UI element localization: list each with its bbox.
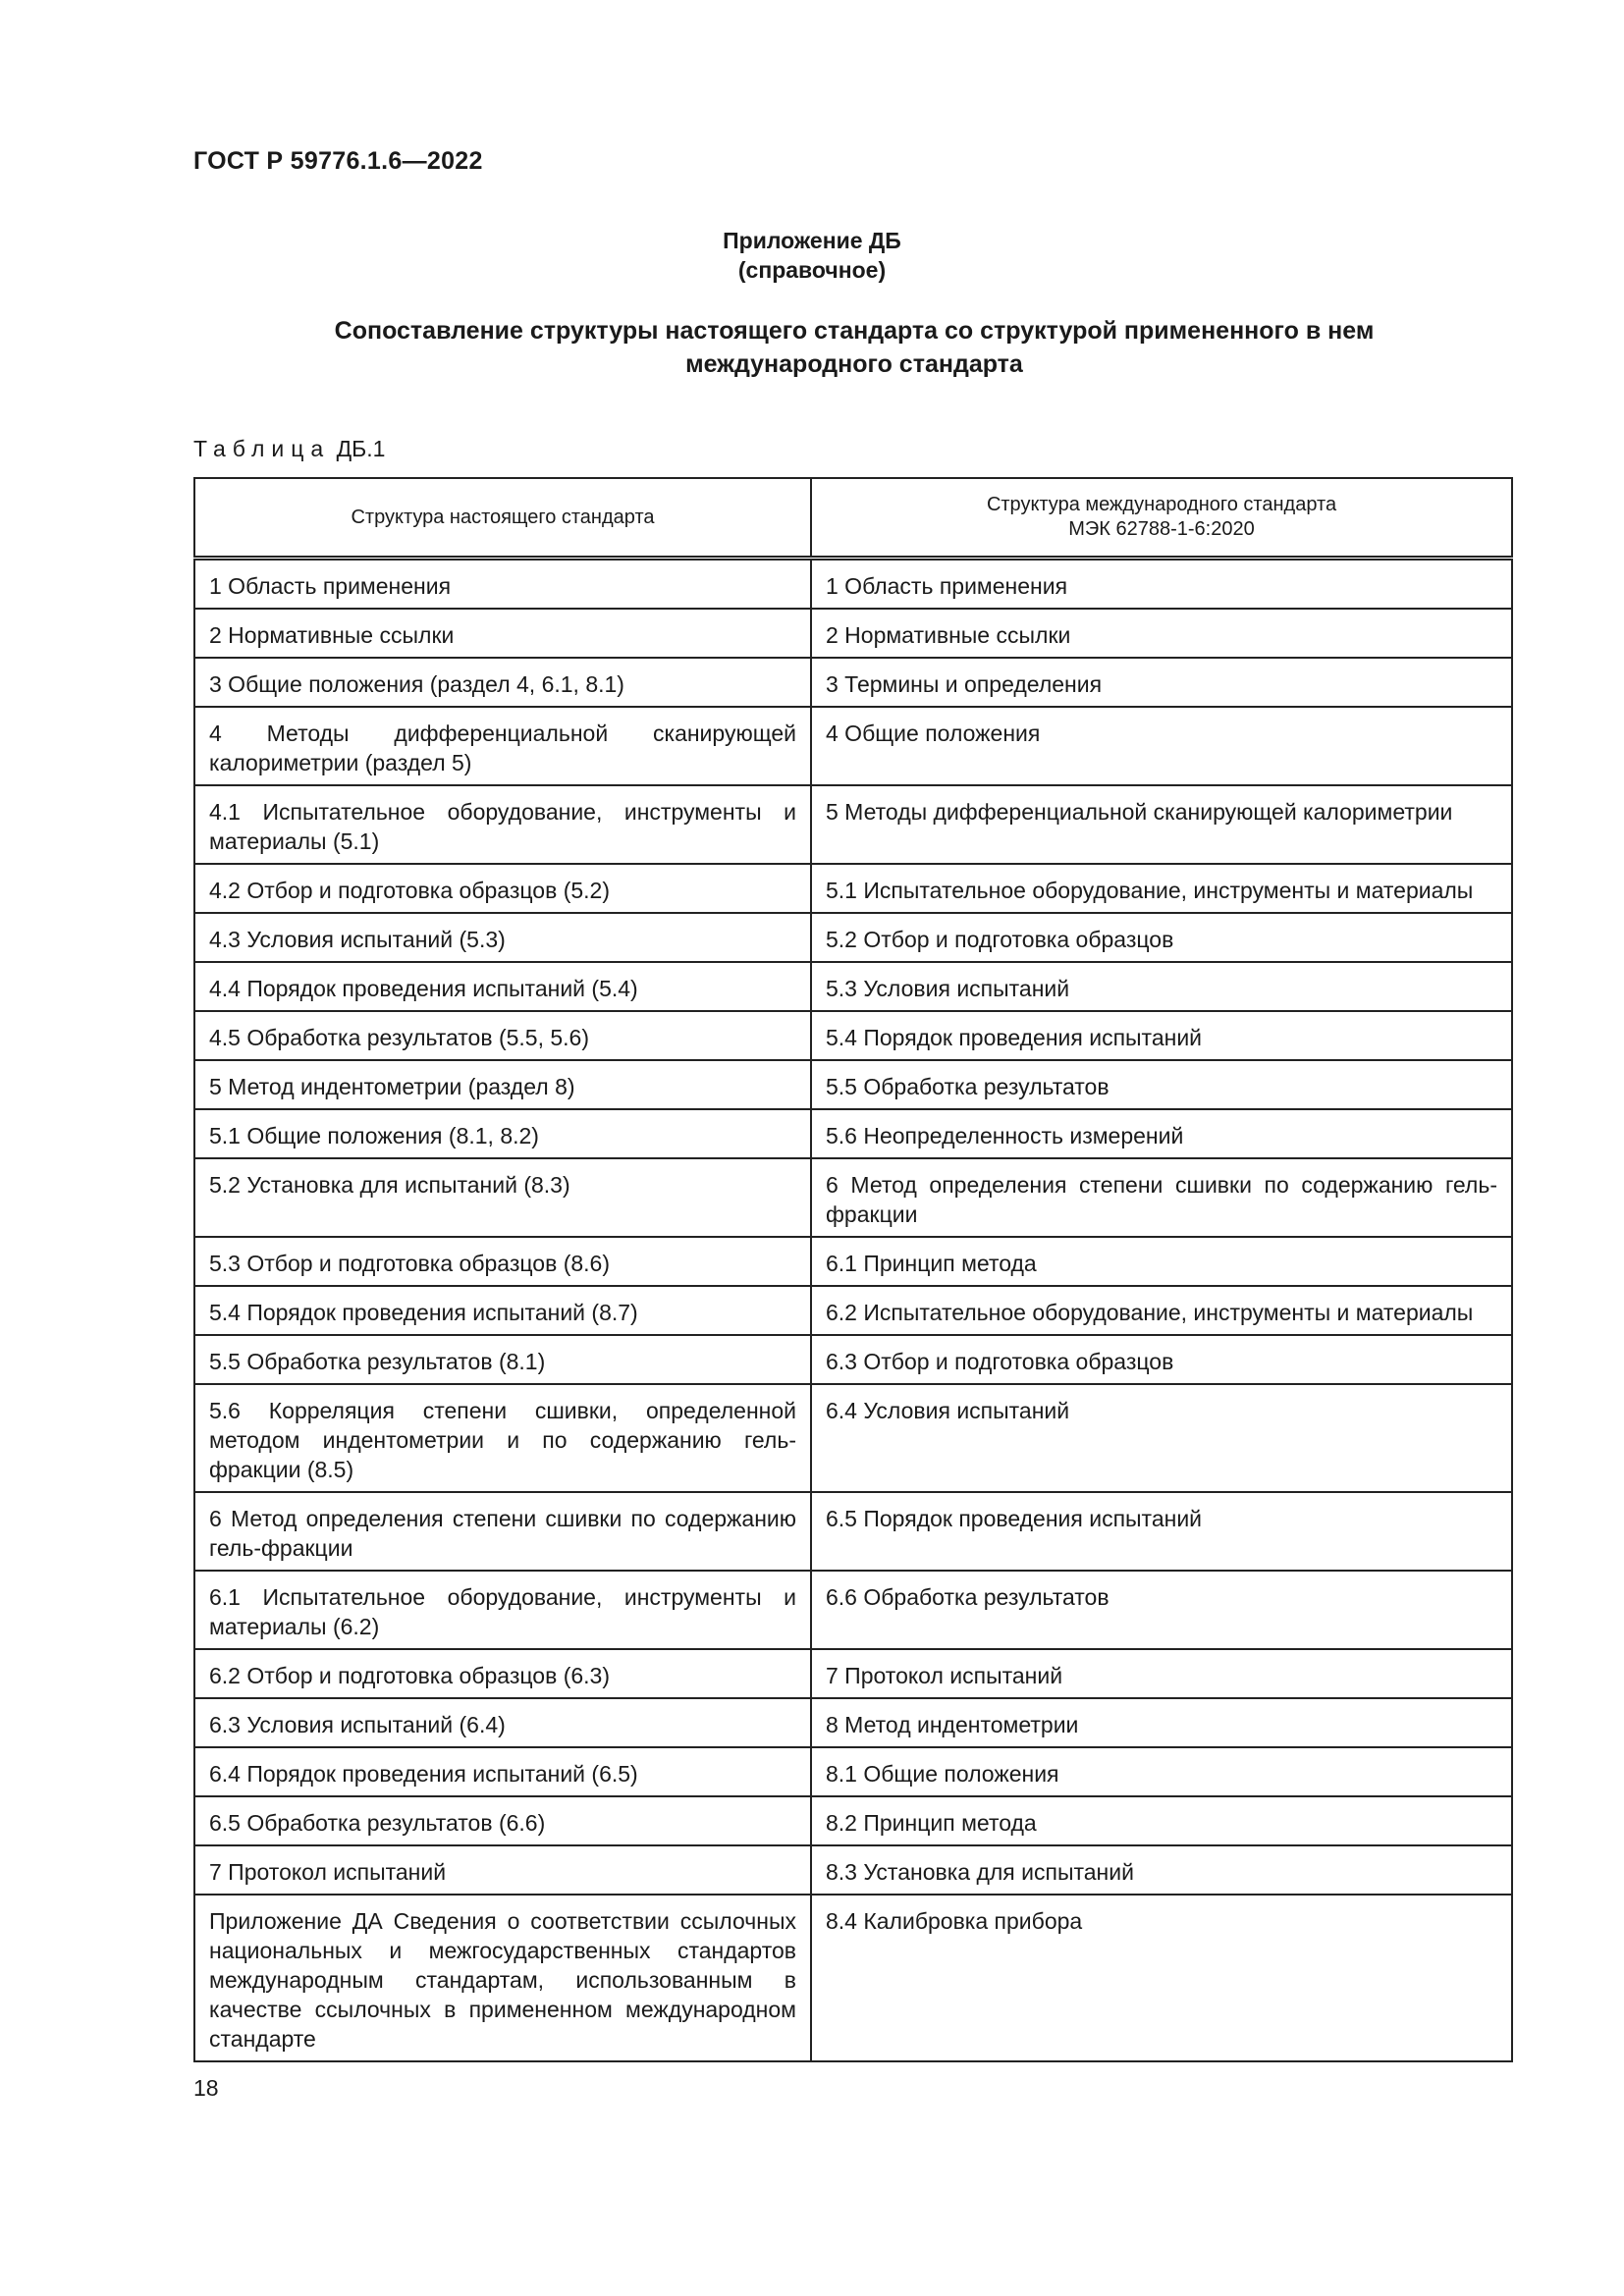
national-section-cell: 4.2 Отбор и подготовка образцов (5.2) bbox=[194, 864, 811, 913]
annex-label: Приложение ДБ bbox=[723, 228, 901, 253]
table-row bbox=[194, 1060, 1512, 1109]
table-header-row bbox=[194, 478, 1512, 559]
table-row bbox=[194, 559, 1512, 610]
table-row bbox=[194, 609, 1512, 658]
international-section-cell: 6 Метод определения степени сшивки по содержанию гель-фракции bbox=[811, 1158, 1512, 1237]
annex-heading bbox=[0, 226, 1624, 285]
national-section-cell: 6.3 Условия испытаний (6.4) bbox=[194, 1698, 811, 1747]
table-caption-word: Таблица bbox=[193, 436, 331, 461]
table-row bbox=[194, 1492, 1512, 1571]
national-section-cell: 7 Протокол испытаний bbox=[194, 1845, 811, 1895]
international-section-cell: 8 Метод индентометрии bbox=[811, 1698, 1512, 1747]
table-row bbox=[194, 1796, 1512, 1845]
table-row bbox=[194, 962, 1512, 1011]
national-section-cell: 6.4 Порядок проведения испытаний (6.5) bbox=[194, 1747, 811, 1796]
table-row bbox=[194, 1649, 1512, 1698]
national-section-cell: 3 Общие положения (раздел 4, 6.1, 8.1) bbox=[194, 658, 811, 707]
international-section-cell: 8.2 Принцип метода bbox=[811, 1796, 1512, 1845]
international-section-cell: 6.1 Принцип метода bbox=[811, 1237, 1512, 1286]
table-row bbox=[194, 864, 1512, 913]
table-caption bbox=[193, 436, 385, 462]
table-row bbox=[194, 1698, 1512, 1747]
international-section-cell: 2 Нормативные ссылки bbox=[811, 609, 1512, 658]
table-row bbox=[194, 785, 1512, 864]
annex-title bbox=[226, 314, 1483, 381]
annex-title-line-1: Сопоставление структуры настоящего стандарта со структурой примененного в нем bbox=[334, 317, 1375, 345]
international-section-cell: 5.4 Порядок проведения испытаний bbox=[811, 1011, 1512, 1060]
national-section-cell: 4.5 Обработка результатов (5.5, 5.6) bbox=[194, 1011, 811, 1060]
table-row bbox=[194, 1845, 1512, 1895]
international-section-cell: 5.3 Условия испытаний bbox=[811, 962, 1512, 1011]
international-section-cell: 5 Методы дифференциальной сканирующей калориметрии bbox=[811, 785, 1512, 864]
international-section-cell: 6.2 Испытательное оборудование, инструменты и материалы bbox=[811, 1286, 1512, 1335]
table-body bbox=[194, 559, 1512, 2062]
national-section-cell: 6.5 Обработка результатов (6.6) bbox=[194, 1796, 811, 1845]
table-row bbox=[194, 707, 1512, 785]
annex-title-line-2: международного стандарта bbox=[685, 350, 1023, 378]
header-international-line-1: Структура международного стандарта bbox=[986, 494, 1337, 515]
international-section-cell: 8.1 Общие положения bbox=[811, 1747, 1512, 1796]
page-number: 18 bbox=[193, 2075, 219, 2101]
national-section-cell: 6.1 Испытательное оборудование, инструменты и материалы (6.2) bbox=[194, 1571, 811, 1649]
national-section-cell: 4 Методы дифференциальной сканирующей калориметрии (раздел 5) bbox=[194, 707, 811, 785]
national-section-cell: 4.4 Порядок проведения испытаний (5.4) bbox=[194, 962, 811, 1011]
national-section-cell: 5.4 Порядок проведения испытаний (8.7) bbox=[194, 1286, 811, 1335]
table-row bbox=[194, 913, 1512, 962]
international-section-cell: 5.2 Отбор и подготовка образцов bbox=[811, 913, 1512, 962]
national-section-cell: 5.6 Корреляция степени сшивки, определенной методом индентометрии и по содержанию гель-фракции (8.5) bbox=[194, 1384, 811, 1492]
national-section-cell: 4.3 Условия испытаний (5.3) bbox=[194, 913, 811, 962]
table-row bbox=[194, 1384, 1512, 1492]
national-section-cell: 5.3 Отбор и подготовка образцов (8.6) bbox=[194, 1237, 811, 1286]
national-section-cell: 6 Метод определения степени сшивки по содержанию гель-фракции bbox=[194, 1492, 811, 1571]
header-international-line-2: МЭК 62788-1-6:2020 bbox=[1068, 518, 1255, 540]
table-row bbox=[194, 1158, 1512, 1237]
international-section-cell: 8.3 Установка для испытаний bbox=[811, 1845, 1512, 1895]
national-section-cell: Приложение ДА Сведения о соответствии ссылочных национальных и межгосударственных стандартов международным стандартам, использованным в качестве ссылочных в примененном международном стандарте bbox=[194, 1895, 811, 2061]
table-row bbox=[194, 1109, 1512, 1158]
international-section-cell: 6.6 Обработка результатов bbox=[811, 1571, 1512, 1649]
table-row bbox=[194, 1895, 1512, 2061]
national-section-cell: 4.1 Испытательное оборудование, инструменты и материалы (5.1) bbox=[194, 785, 811, 864]
table-row bbox=[194, 1286, 1512, 1335]
header-international-structure bbox=[811, 478, 1512, 559]
national-section-cell: 5.1 Общие положения (8.1, 8.2) bbox=[194, 1109, 811, 1158]
international-section-cell: 4 Общие положения bbox=[811, 707, 1512, 785]
annex-status: (справочное) bbox=[737, 257, 887, 283]
international-section-cell: 5.1 Испытательное оборудование, инструменты и материалы bbox=[811, 864, 1512, 913]
international-section-cell: 1 Область применения bbox=[811, 559, 1512, 610]
table-row bbox=[194, 1011, 1512, 1060]
national-section-cell: 2 Нормативные ссылки bbox=[194, 609, 811, 658]
international-section-cell: 6.3 Отбор и подготовка образцов bbox=[811, 1335, 1512, 1384]
national-section-cell: 1 Область применения bbox=[194, 559, 811, 610]
national-section-cell: 5.2 Установка для испытаний (8.3) bbox=[194, 1158, 811, 1237]
international-section-cell: 5.5 Обработка результатов bbox=[811, 1060, 1512, 1109]
table-row bbox=[194, 1335, 1512, 1384]
international-section-cell: 7 Протокол испытаний bbox=[811, 1649, 1512, 1698]
document-code: ГОСТ Р 59776.1.6—2022 bbox=[193, 147, 483, 175]
structure-comparison-table bbox=[193, 477, 1513, 2062]
national-section-cell: 5.5 Обработка результатов (8.1) bbox=[194, 1335, 811, 1384]
international-section-cell: 3 Термины и определения bbox=[811, 658, 1512, 707]
table-row bbox=[194, 1237, 1512, 1286]
table-row bbox=[194, 1747, 1512, 1796]
table-row bbox=[194, 1571, 1512, 1649]
national-section-cell: 6.2 Отбор и подготовка образцов (6.3) bbox=[194, 1649, 811, 1698]
international-section-cell: 8.4 Калибровка прибора bbox=[811, 1895, 1512, 2061]
international-section-cell: 5.6 Неопределенность измерений bbox=[811, 1109, 1512, 1158]
table-row bbox=[194, 658, 1512, 707]
header-national-structure: Структура настоящего стандарта bbox=[194, 478, 811, 559]
international-section-cell: 6.4 Условия испытаний bbox=[811, 1384, 1512, 1492]
international-section-cell: 6.5 Порядок проведения испытаний bbox=[811, 1492, 1512, 1571]
national-section-cell: 5 Метод индентометрии (раздел 8) bbox=[194, 1060, 811, 1109]
table-caption-number: ДБ.1 bbox=[336, 436, 386, 461]
